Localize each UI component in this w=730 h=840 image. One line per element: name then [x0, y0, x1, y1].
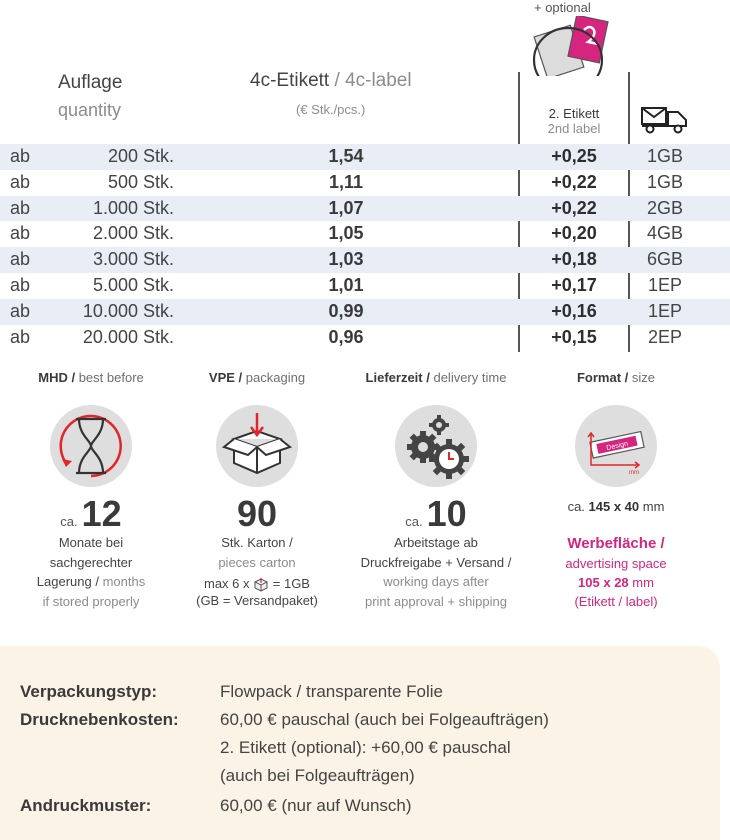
table-row [0, 196, 730, 222]
quantity-header: Auflage [58, 72, 123, 93]
second-label-cell: +0,18 [551, 249, 597, 270]
price-cell: 1,11 [328, 171, 364, 192]
shipping-cell: 1GB [646, 171, 684, 192]
second-label-cell: +0,22 [551, 171, 597, 192]
vpe-gb-line [166, 576, 348, 608]
price-rows [0, 144, 730, 350]
price-cell: 0,96 [328, 326, 364, 347]
delivery-value: 10 [426, 493, 467, 534]
truck-envelope-icon [640, 104, 692, 134]
vpe-value-row [166, 493, 348, 533]
delivery-title-de: Lieferzeit [365, 370, 423, 385]
vpe-gb-note: (GB = Versandpaket) [196, 592, 318, 608]
ad-note: (Etikett / label) [574, 594, 658, 609]
quantity-cell: 20.000 Stk. [82, 326, 174, 347]
proof-value: 60,00 € (nur auf Wunsch) [220, 796, 412, 815]
quantity-cell: 1.000 Stk. [92, 197, 174, 218]
shipping-cell: 1EP [647, 300, 683, 321]
info-mhd [0, 370, 182, 611]
gears-clock-icon [393, 403, 479, 489]
table-row [0, 299, 730, 325]
mhd-line4: if stored properly [42, 593, 140, 609]
price-cell: 1,07 [328, 197, 364, 218]
vpe-text [166, 533, 348, 572]
mhd-line1: Monate bei [58, 535, 124, 550]
delivery-text [345, 533, 527, 611]
label-header-de: 4c-Etikett [250, 70, 330, 91]
shipping-cell: 1GB [646, 146, 684, 166]
delivery-ca: ca. [405, 514, 423, 529]
print-costs-line2: 2. Etikett (optional): +60,00 € pauschal [220, 738, 511, 757]
table-row [0, 247, 730, 273]
second-label-header-de: 2. Etikett [548, 106, 600, 121]
vpe-title-en: packaging [245, 370, 306, 385]
format-size [525, 499, 707, 514]
print-costs-line3: (auch bei Folgeaufträgen) [220, 766, 415, 785]
delivery-line2: Druckfreigabe + Versand / [360, 554, 512, 570]
info-vpe [166, 370, 348, 608]
ab-cell: ab [10, 249, 31, 270]
shipping-cell: 2EP [647, 326, 683, 347]
price-cell: 1,05 [328, 223, 364, 244]
mhd-value-row [0, 493, 182, 533]
packaging-type-label: Verpackungstyp: [20, 682, 157, 701]
table-row [0, 144, 730, 170]
second-label-cell: +0,22 [551, 197, 597, 218]
delivery-line1: Arbeitstage ab [394, 535, 478, 550]
quantity-cell: 5.000 Stk. [92, 274, 174, 295]
table-row [0, 221, 730, 247]
second-label-cell: +0,16 [551, 300, 597, 321]
mhd-line3-de: Lagerung [36, 574, 92, 589]
ad-title: Werbefläche / [567, 535, 665, 552]
optional-label: + optional [534, 0, 591, 15]
mhd-line3: Lagerung / months [36, 574, 146, 589]
shipping-cell: 4GB [646, 223, 684, 244]
second-label-header-en: 2nd label [547, 121, 601, 136]
second-label-cell: +0,20 [551, 223, 597, 244]
price-cell: 1,01 [328, 274, 364, 295]
ab-cell: ab [10, 171, 31, 192]
mhd-title: MHD / best before [38, 370, 144, 385]
table-row [0, 325, 730, 351]
hourglass-icon [48, 403, 134, 489]
ad-title-de: Werbefläche [567, 535, 657, 552]
format-size-unit: mm [642, 499, 665, 514]
print-costs-line1: 60,00 € pauschal (auch bei Folgeaufträgen) [220, 710, 549, 729]
quantity-cell: 10.000 Stk. [82, 300, 174, 321]
second-label-cell: +0,17 [551, 274, 597, 295]
ab-cell: ab [10, 223, 31, 244]
packaging-type-value: Flowpack / transparente Folie [220, 682, 443, 701]
shipping-cell: 6GB [646, 249, 684, 270]
second-label-header [520, 106, 628, 136]
vpe-line1: Stk. Karton / [221, 535, 293, 550]
mhd-ca: ca. [60, 514, 78, 529]
format-icon-text: Design [605, 440, 629, 452]
delivery-title-en: delivery time [433, 370, 507, 385]
format-size-value: 145 x 40 [588, 499, 640, 514]
shipping-cell: 2GB [646, 197, 684, 218]
mhd-value: 12 [81, 493, 122, 534]
ab-cell: ab [10, 146, 31, 166]
format-title-de: Format [576, 370, 622, 385]
delivery-value-row [345, 493, 527, 533]
mhd-text [0, 533, 182, 611]
format-title: Format / size [576, 370, 656, 385]
vpe-value: 90 [236, 493, 278, 534]
quantity-cell: 500 Stk. [107, 171, 174, 192]
mhd-title-de: MHD [38, 370, 68, 385]
mhd-line3-en: months [102, 574, 146, 589]
label-header [250, 70, 412, 92]
box-icon [214, 403, 300, 489]
label-format-icon [573, 403, 659, 489]
ab-cell: ab [10, 274, 31, 295]
vpe-gb-pre: max 6 x [204, 576, 250, 591]
vpe-title: VPE / packaging [208, 370, 306, 385]
ad-text [525, 554, 707, 611]
info-format [525, 370, 707, 611]
details-panel [0, 646, 720, 840]
mhd-title-en: best before [78, 370, 144, 385]
info-delivery [345, 370, 527, 611]
second-label-cell: +0,15 [551, 326, 597, 347]
table-row [0, 273, 730, 299]
second-label-cell: +0,25 [551, 146, 597, 166]
cube-icon [253, 577, 269, 593]
format-icon-mm: mm [629, 470, 639, 476]
unit-header: (€ Stk./pcs.) [296, 102, 366, 117]
label-header-sep: / [329, 70, 346, 91]
ad-unit: mm [632, 575, 654, 590]
price-table [0, 0, 730, 360]
quantity-cell: 2.000 Stk. [92, 223, 174, 244]
delivery-title: Lieferzeit / delivery time [365, 370, 507, 385]
quantity-cell: 3.000 Stk. [92, 249, 174, 270]
label-stack-icon [532, 16, 618, 76]
delivery-line4: print approval + shipping [364, 593, 507, 609]
print-costs-label: Drucknebenkosten: [20, 710, 179, 729]
quantity-header-en: quantity [58, 100, 122, 120]
shipping-cell: 1EP [647, 274, 683, 295]
ab-cell: ab [10, 197, 31, 218]
format-size-pre: ca. [567, 499, 585, 514]
ab-cell: ab [10, 300, 31, 321]
ad-title-en: advertising space [565, 556, 667, 571]
table-row [0, 170, 730, 196]
vpe-line2: pieces carton [218, 554, 296, 570]
price-cell: 1,03 [328, 249, 364, 270]
label-header-en: 4c-label [345, 70, 412, 91]
vpe-gb-post: = 1GB [272, 576, 310, 591]
ad-value: 105 x 28 [578, 575, 629, 590]
price-cell: 0,99 [328, 300, 364, 321]
delivery-line3: working days after [383, 574, 489, 589]
mhd-line2: sachgerechter [49, 554, 133, 570]
format-title-en: size [631, 370, 656, 385]
quantity-cell: 200 Stk. [107, 146, 174, 166]
vpe-title-de: VPE [208, 370, 235, 385]
proof-label: Andruckmuster: [20, 796, 152, 815]
price-cell: 1,54 [328, 146, 364, 166]
ab-cell: ab [10, 326, 31, 347]
